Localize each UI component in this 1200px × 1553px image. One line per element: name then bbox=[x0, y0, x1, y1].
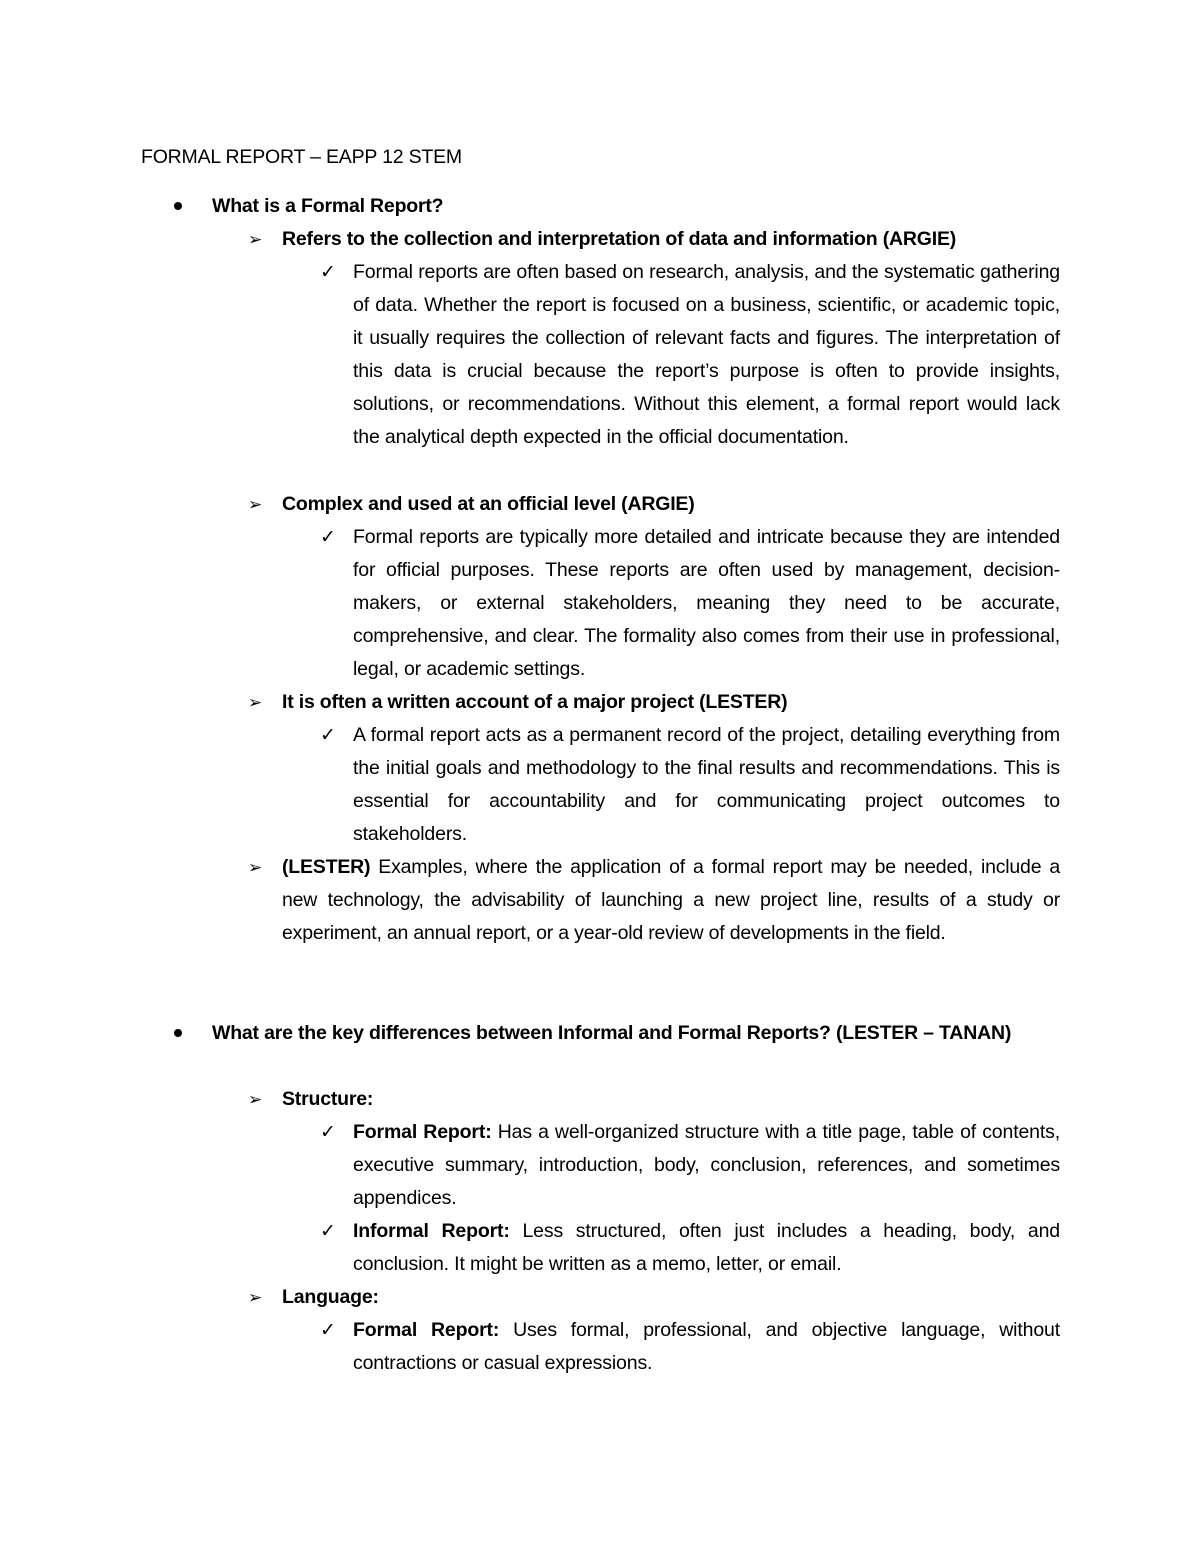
bullet-icon bbox=[174, 1029, 182, 1037]
section1-item2-heading: ➢ Complex and used at an official level (ARGIE) bbox=[282, 488, 1060, 521]
section2-question: What are the key differences between Informal and Formal Reports? (LESTER – TANAN) bbox=[212, 1017, 1012, 1050]
checkmark-icon: ✓ bbox=[320, 527, 336, 548]
section1-question: What is a Formal Report? bbox=[212, 190, 1062, 223]
checkmark-icon: ✓ bbox=[320, 1320, 336, 1341]
arrow-bullet-icon: ➢ bbox=[248, 858, 263, 877]
checkmark-icon: ✓ bbox=[320, 725, 336, 746]
page-title: FORMAL REPORT – EAPP 12 STEM bbox=[141, 146, 462, 168]
language-heading: ➢ Language: bbox=[282, 1281, 1060, 1314]
language-formal: ✓ Formal Report: Uses formal, professional, and objective language, without contractions or casual expressions. bbox=[353, 1314, 1060, 1380]
checkmark-icon: ✓ bbox=[320, 262, 336, 283]
structure-formal: ✓ Formal Report: Has a well-organized structure with a title page, table of contents, executive summary, introduction, body, conclusion, references, and sometimes appendices. bbox=[353, 1116, 1060, 1215]
section1-item1-detail: ✓ Formal reports are often based on research, analysis, and the systematic gathering of data. Whether the report is focused on a business, scientific, or academic topic, it usually requires the collection of relevant facts and figures. The interpretation of this data is crucial because the report’s purpose is often to provide insights, solutions, or recommendations. Without this element, a formal report would lack the analytical depth expected in the official documentation. bbox=[353, 256, 1060, 454]
arrow-bullet-icon: ➢ bbox=[248, 1090, 263, 1109]
structure-heading: ➢ Structure: bbox=[282, 1083, 1060, 1116]
checkmark-icon: ✓ bbox=[320, 1221, 336, 1242]
checkmark-icon: ✓ bbox=[320, 1122, 336, 1143]
section1-item3-heading: ➢ It is often a written account of a major project (LESTER) bbox=[282, 686, 1060, 719]
section1-item3-detail: ✓ A formal report acts as a permanent record of the project, detailing everything from the initial goals and methodology to the final results and recommendations. This is essential for accountability and for communicating project outcomes to stakeholders. bbox=[353, 719, 1060, 851]
section1-item1-heading: ➢ Refers to the collection and interpretation of data and information (ARGIE) bbox=[282, 223, 1060, 256]
arrow-bullet-icon: ➢ bbox=[248, 1288, 263, 1307]
arrow-bullet-icon: ➢ bbox=[248, 495, 263, 514]
bullet-icon bbox=[174, 202, 182, 210]
arrow-bullet-icon: ➢ bbox=[248, 230, 263, 249]
arrow-bullet-icon: ➢ bbox=[248, 693, 263, 712]
section1-item2-detail: ✓ Formal reports are typically more detailed and intricate because they are intended for official purposes. These reports are often used by management, decision-makers, or external stakeholders, meaning they need to be accurate, comprehensive, and clear. The formality also comes from their use in professional, legal, or academic settings. bbox=[353, 521, 1060, 686]
structure-informal: ✓ Informal Report: Less structured, often just includes a heading, body, and conclusion. It might be written as a memo, letter, or email. bbox=[353, 1215, 1060, 1281]
section1-examples: ➢ (LESTER) Examples, where the application of a formal report may be needed, include a new technology, the advisability of launching a new project line, results of a study or experiment, an annual report, or a year-old review of developments in the field. bbox=[282, 851, 1060, 950]
